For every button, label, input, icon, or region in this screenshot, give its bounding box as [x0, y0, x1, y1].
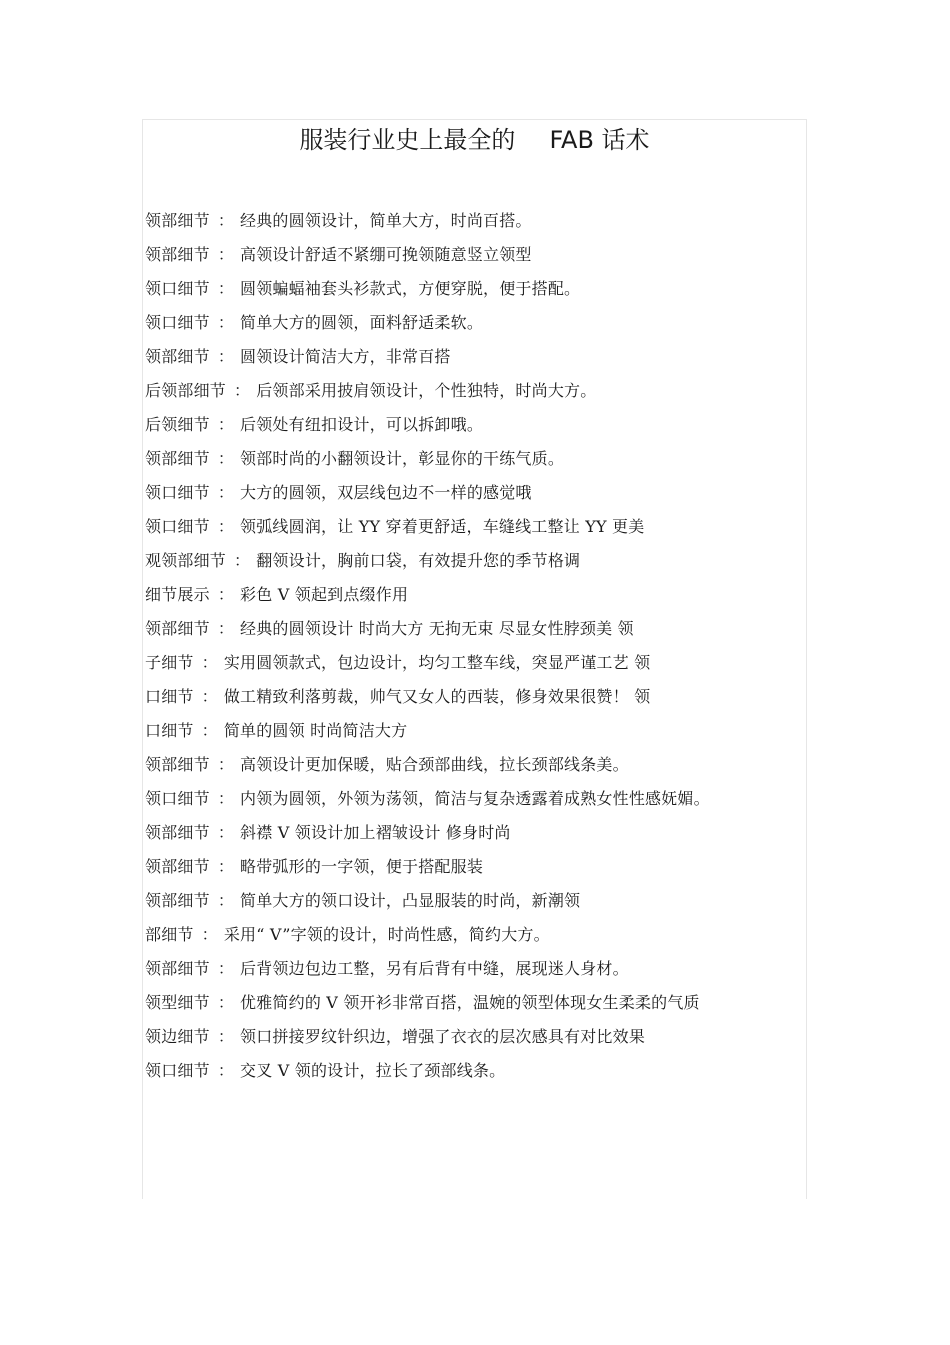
detail-text: 经典的圆领设计 时尚大方 无拘无束 尽显女性脖颈美 领: [240, 619, 634, 638]
detail-line: [145, 680, 785, 714]
detail-text: 采用“ V”字领的设计，时尚性感，简约大方。: [223, 925, 550, 944]
detail-text: 圆领蝙蝠袖套头衫款式，方便穿脱，便于搭配。: [240, 279, 581, 298]
detail-label: 领口细节: [145, 483, 210, 502]
detail-separator: ：: [217, 959, 235, 978]
detail-text: 彩色 V 领起到点缀作用: [240, 585, 409, 604]
detail-text: 领弧线圆润，让 YY 穿着更舒适，车缝线工整让 YY 更美: [240, 517, 645, 536]
detail-label: 领部细节: [145, 449, 210, 468]
detail-line: [145, 612, 785, 646]
detail-text: 简单大方的领口设计，凸显服装的时尚，新潮领: [240, 891, 581, 910]
detail-line: [145, 1054, 785, 1088]
detail-separator: ：: [217, 245, 235, 264]
detail-label: 领口细节: [145, 789, 210, 808]
detail-line: [145, 238, 785, 272]
detail-separator: ：: [201, 925, 218, 944]
detail-separator: ：: [217, 585, 235, 604]
detail-text: 高领设计舒适不紧绷可挽领随意竖立领型: [240, 245, 532, 264]
detail-line: [145, 272, 785, 306]
detail-text: 优雅简约的 V 领开衫非常百搭，温婉的领型体现女生柔柔的气质: [240, 993, 700, 1012]
detail-text: 大方的圆领，双层线包边不一样的感觉哦: [240, 483, 532, 502]
detail-line: [145, 714, 785, 748]
detail-separator: ：: [217, 1061, 235, 1080]
detail-label: 领部细节: [145, 755, 210, 774]
detail-line: [145, 748, 785, 782]
detail-line: [145, 476, 785, 510]
detail-list: [145, 204, 785, 1088]
detail-text: 略带弧形的一字领，便于搭配服装: [240, 857, 484, 876]
detail-separator: ：: [217, 449, 235, 468]
detail-line: [145, 544, 785, 578]
detail-separator: ：: [217, 789, 235, 808]
detail-text: 斜襟 V 领设计加上褶皱设计 修身时尚: [240, 823, 511, 842]
detail-text: 领口拼接罗纹针织边，增强了衣衣的层次感具有对比效果: [240, 1027, 646, 1046]
detail-label: 领部细节: [145, 857, 210, 876]
detail-text: 后背领边包边工整，另有后背有中缝，展现迷人身材。: [240, 959, 629, 978]
detail-label: 后领细节: [145, 415, 210, 434]
detail-label: 细节展示: [145, 585, 210, 604]
detail-label: 领部细节: [145, 347, 210, 366]
detail-label: 领部细节: [145, 211, 210, 230]
detail-line: [145, 918, 785, 952]
detail-label: 领边细节: [145, 1027, 210, 1046]
detail-separator: ：: [217, 857, 235, 876]
detail-label: 子细节: [145, 653, 194, 672]
detail-label: 领部细节: [145, 959, 210, 978]
detail-label: 后领部细节: [145, 381, 227, 400]
detail-line: [145, 510, 785, 544]
detail-text: 实用圆领款式，包边设计，均匀工整车线，突显严谨工艺 领: [223, 653, 651, 672]
detail-label: 领口细节: [145, 313, 210, 332]
detail-line: [145, 850, 785, 884]
detail-line: [145, 782, 785, 816]
detail-line: [145, 204, 785, 238]
detail-label: 领口细节: [145, 517, 210, 536]
detail-separator: ：: [217, 823, 235, 842]
detail-line: [145, 578, 785, 612]
detail-line: [145, 952, 785, 986]
detail-separator: ：: [217, 415, 235, 434]
detail-line: [145, 442, 785, 476]
detail-separator: ：: [234, 551, 251, 570]
detail-separator: ：: [217, 313, 235, 332]
detail-line: [145, 408, 785, 442]
detail-text: 翻领设计，胸前口袋，有效提升您的季节格调: [256, 551, 581, 570]
detail-label: 口细节: [145, 721, 194, 740]
detail-line: [145, 374, 785, 408]
detail-label: 领口细节: [145, 1061, 210, 1080]
detail-label: 领型细节: [145, 993, 210, 1012]
detail-line: [145, 306, 785, 340]
detail-text: 高领设计更加保暖，贴合颈部曲线，拉长颈部线条美。: [240, 755, 629, 774]
detail-line: [145, 884, 785, 918]
detail-line: [145, 816, 785, 850]
detail-text: 做工精致利落剪裁，帅气又女人的西装，修身效果很赞！ 领: [223, 687, 651, 706]
detail-label: 口细节: [145, 687, 194, 706]
detail-separator: ：: [201, 653, 218, 672]
detail-label: 领部细节: [145, 245, 210, 264]
detail-line: [145, 986, 785, 1020]
detail-separator: ：: [217, 279, 235, 298]
detail-line: [145, 646, 785, 680]
page-title: [142, 122, 807, 158]
detail-separator: ：: [217, 211, 235, 230]
detail-label: 领部细节: [145, 823, 210, 842]
detail-label: 观领部细节: [145, 551, 227, 570]
detail-line: [145, 340, 785, 374]
detail-separator: ：: [217, 891, 235, 910]
detail-label: 领口细节: [145, 279, 210, 298]
detail-separator: ：: [217, 619, 235, 638]
detail-separator: ：: [234, 381, 251, 400]
detail-text: 领部时尚的小翻领设计，彰显你的干练气质。: [240, 449, 565, 468]
detail-text: 后领处有纽扣设计，可以拆卸哦。: [240, 415, 484, 434]
detail-separator: ：: [201, 687, 218, 706]
detail-separator: ：: [217, 1027, 235, 1046]
detail-separator: ：: [217, 483, 235, 502]
detail-separator: ：: [217, 517, 235, 536]
detail-label: 领部细节: [145, 891, 210, 910]
title-tail: FAB 话术: [549, 126, 650, 154]
detail-text: 圆领设计简洁大方，非常百搭: [240, 347, 451, 366]
detail-text: 后领部采用披肩领设计，个性独特，时尚大方。: [256, 381, 597, 400]
detail-line: [145, 1020, 785, 1054]
detail-text: 内领为圆领，外领为荡领，简洁与复杂透露着成熟女性性感妩媚。: [240, 789, 710, 808]
detail-separator: ：: [201, 721, 218, 740]
detail-text: 交叉 V 领的设计，拉长了颈部线条。: [240, 1061, 506, 1080]
detail-text: 简单大方的圆领，面料舒适柔软。: [240, 313, 484, 332]
detail-text: 简单的圆领 时尚简洁大方: [223, 721, 408, 740]
detail-text: 经典的圆领设计，简单大方，时尚百搭。: [240, 211, 532, 230]
title-main: 服装行业史上最全的: [299, 126, 516, 154]
detail-label: 部细节: [145, 925, 194, 944]
detail-separator: ：: [217, 347, 235, 366]
detail-separator: ：: [217, 993, 235, 1012]
detail-label: 领部细节: [145, 619, 210, 638]
detail-separator: ：: [217, 755, 235, 774]
